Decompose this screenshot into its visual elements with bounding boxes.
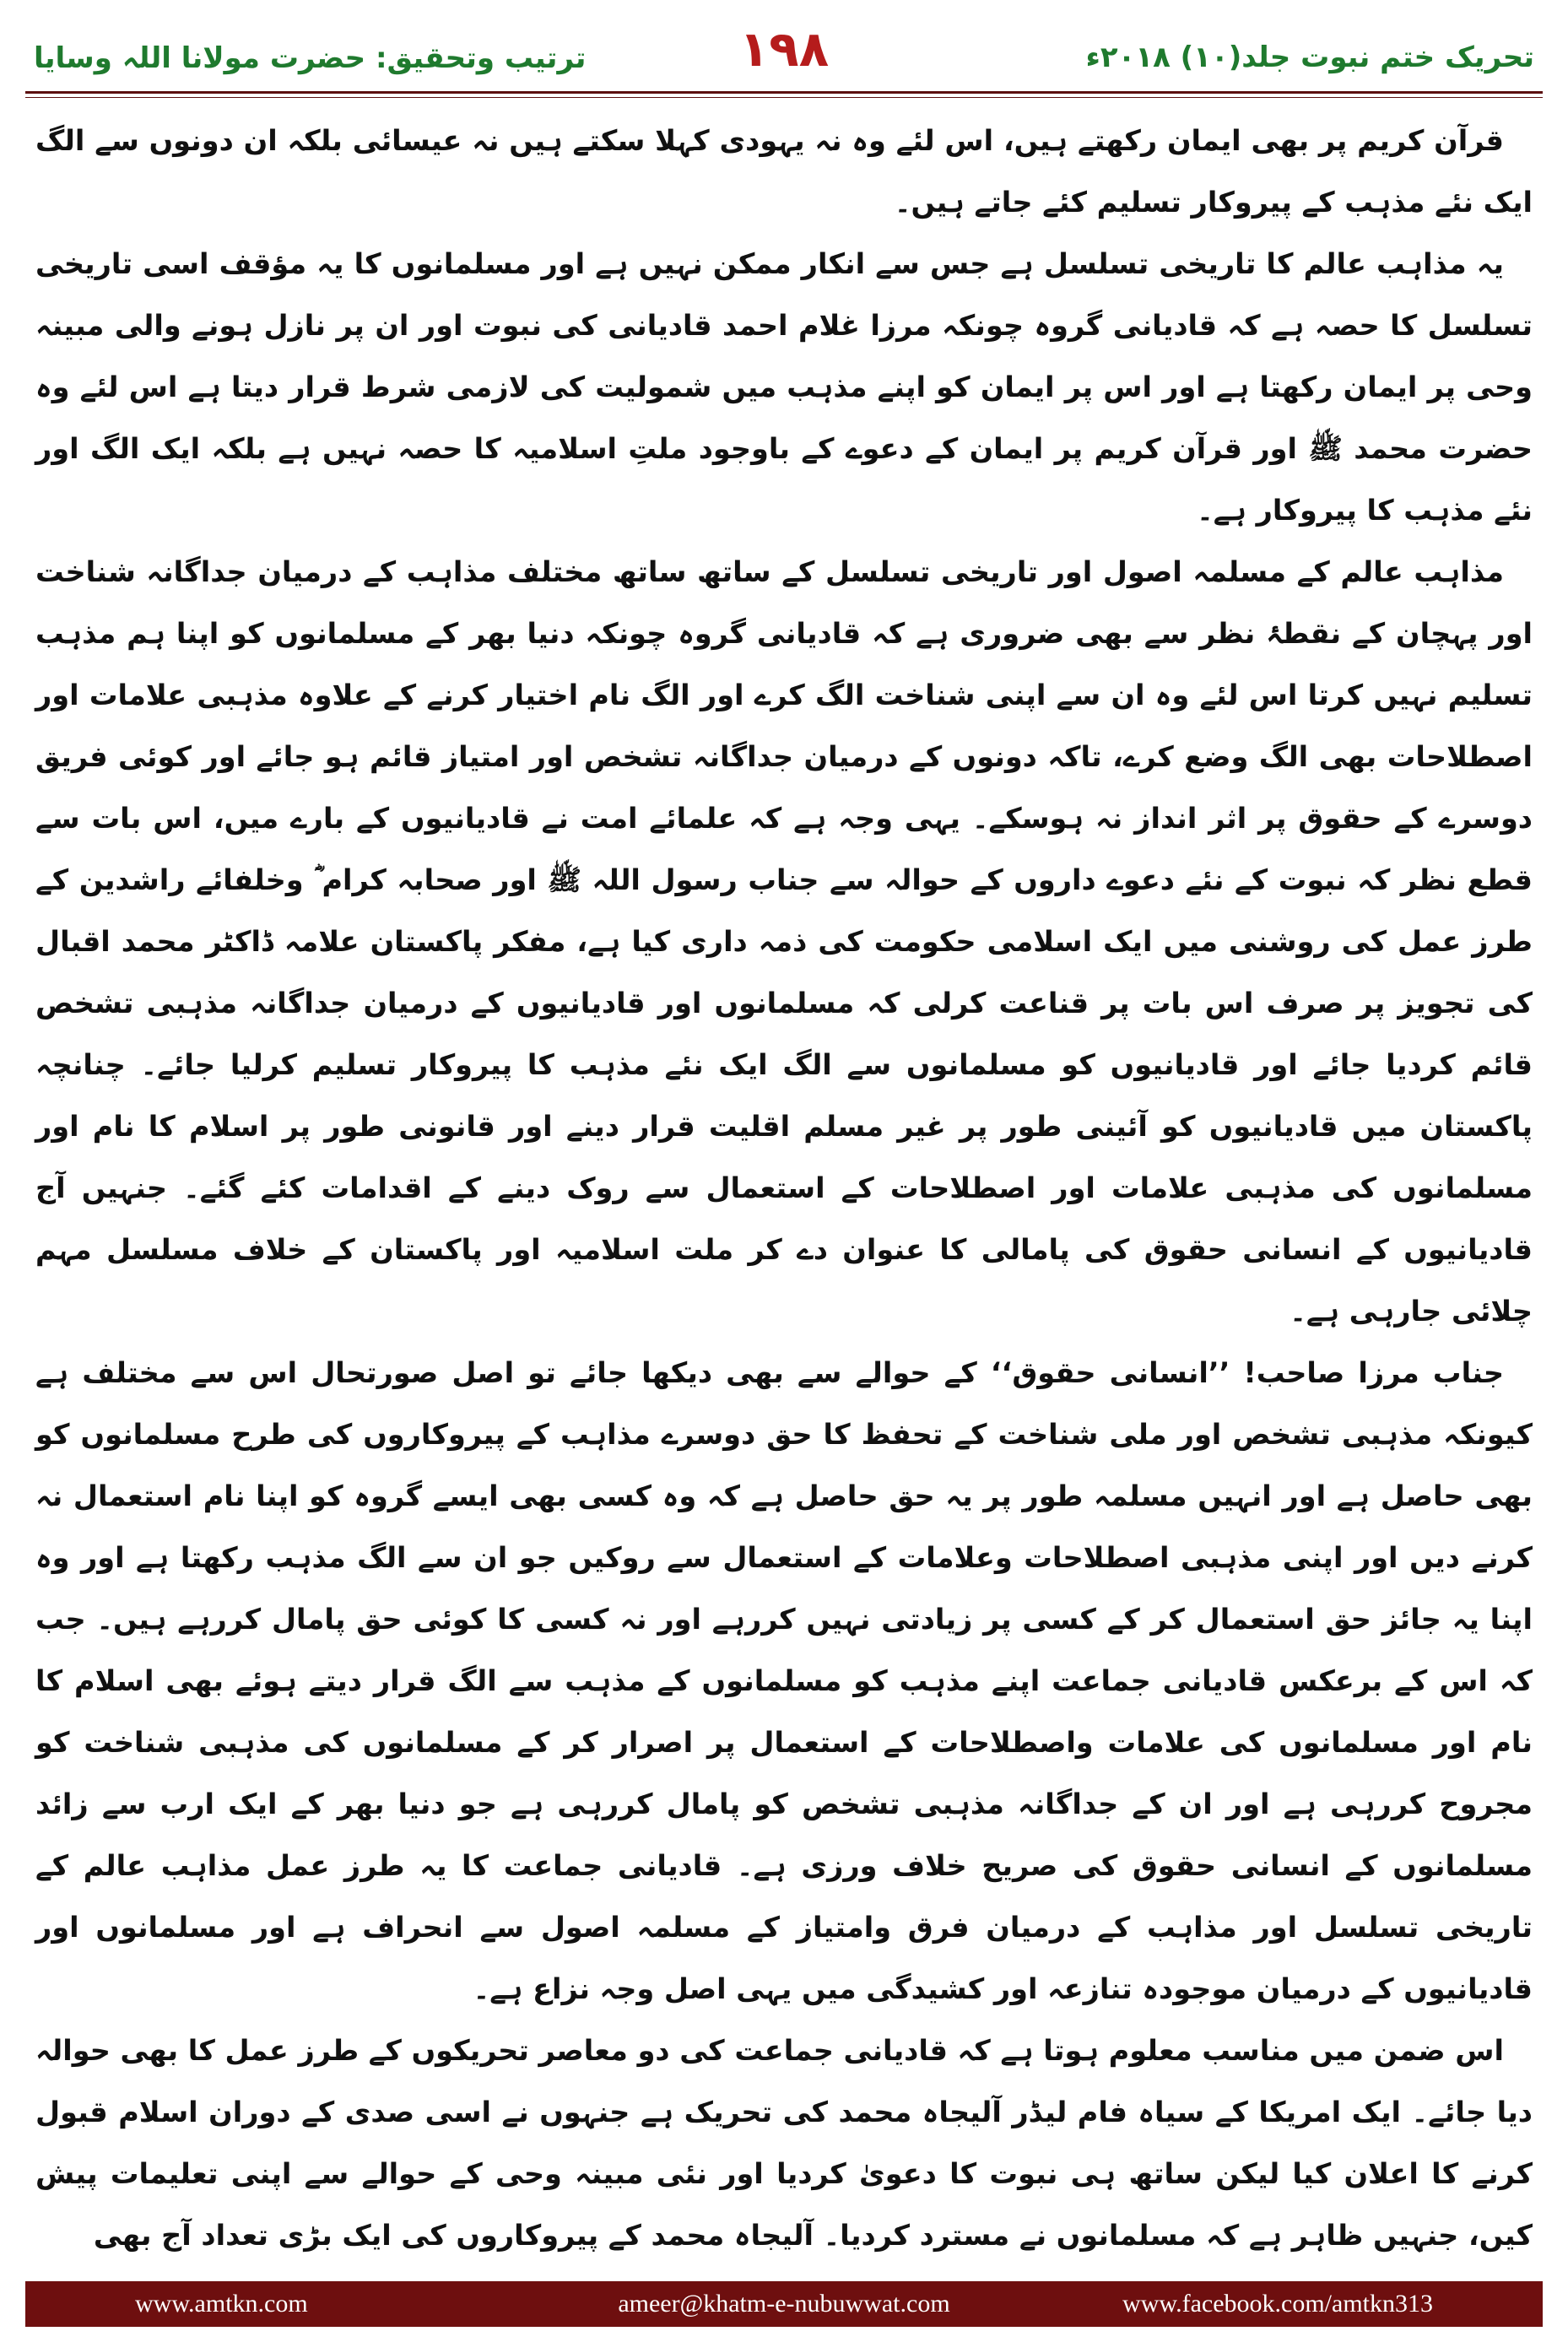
page-header [25,15,1543,88]
paragraph-4: جناب مرزا صاحب! ’’انسانی حقوق‘‘ کے حوالے سے بھی دیکھا جائے تو اصل صورتحال اس سے مختلف ہے کیونکہ مذہبی تشخص اور ملی شناخت کے تحفظ کا حق دوسرے مذاہب کے پیروکاروں کی طرح مسلمانوں کو بھی حاصل ہے اور انہیں مسلمہ طور پر یہ حق حاصل ہے کہ وہ کسی بھی ایسے گروہ کو اپنا نام استعمال نہ کرنے دیں اور اپنی مذہبی اصطلاحات وعلامات کے استعمال سے روکیں جو ان سے الگ مذہب رکھتا ہے اور وہ اپنا یہ جائز حق استعمال کر کے کسی پر زیادتی نہیں کررہے اور نہ کسی کا کوئی حق پامال کررہے ہیں۔ جب کہ اس کے برعکس قادیانی جماعت اپنے مذہب کو مسلمانوں کے مذہب سے الگ قرار دیتے ہوئے بھی اسلام کا نام اور مسلمانوں کی علامات واصطلاحات کے استعمال پر اصرار کر کے مسلمانوں کی مذہبی شناخت کو مجروح کررہی ہے اور ان کے جداگانہ مذہبی تشخص کو پامال کررہی ہے جو دنیا بھر کے ایک ارب سے زائد مسلمانوں کے انسانی حقوق کی صریح خلاف ورزی ہے۔ قادیانی جماعت کا یہ طرز عمل مذاہب عالم کے تاریخی تسلسل اور مذاہب کے درمیان فرق وامتیاز کے مسلمہ اصول سے انحراف ہے اور مسلمانوں اور قادیانیوں کے درمیان موجودہ تنازعہ اور کشیدگی میں یہی اصل وجہ نزاع ہے۔ [35,1356,1533,2005]
footer-facebook-link[interactable]: www.facebook.com/amtkn313 [1122,2290,1433,2318]
header-divider [25,91,1543,98]
page-footer [25,2281,1543,2327]
page-body [35,110,1533,2252]
footer-website-link[interactable]: www.amtkn.com [135,2290,308,2318]
paragraph-1: قرآن کریم پر بھی ایمان رکھتے ہیں، اس لئے وہ نہ یہودی کہلا سکتے ہیں نہ عیسائی بلکہ ان دونوں سے الگ ایک نئے مذہب کے پیروکار تسلیم کئے جاتے ہیں۔ [35,124,1533,219]
paragraph-2: یہ مذاہب عالم کا تاریخی تسلسل ہے جس سے انکار ممکن نہیں ہے اور مسلمانوں کا یہ مؤقف اسی تاریخی تسلسل کا حصہ ہے کہ قادیانی گروہ چونکہ مرزا غلام احمد قادیانی کی نبوت اور ان پر نازل ہونے والی مبینہ وحی پر ایمان رکھتا ہے اور اس پر ایمان کو اپنے مذہب میں شمولیت کی لازمی شرط قرار دیتا ہے اس لئے وہ حضرت محمد ﷺ اور قرآن کریم پر ایمان کے دعوے کے باوجود ملتِ اسلامیہ کا حصہ نہیں ہے بلکہ ایک الگ اور نئے مذہب کا پیروکار ہے۔ [35,247,1533,527]
page-number: ۱۹۸ [738,20,830,78]
header-compiler-credit: ترتیب وتحقیق: حضرت مولانا اللہ وسایا [34,41,587,75]
footer-email-link[interactable]: ameer@khatm-e-nubuwwat.com [618,2290,950,2318]
header-book-title: تحریک ختم نبوت جلد(۱۰) ۲۰۱۸ء [1085,41,1534,74]
paragraph-5: اس ضمن میں مناسب معلوم ہوتا ہے کہ قادیانی جماعت کی دو معاصر تحریکوں کے طرز عمل کا بھی حوالہ دیا جائے۔ ایک امریکا کے سیاہ فام لیڈر آلیجاہ محمد کی تحریک ہے جنہوں نے اسی صدی کے دوران اسلام قبول کرنے کا اعلان کیا لیکن ساتھ ہی نبوت کا دعویٰ کردیا اور نئی مبینہ وحی کے حوالے سے اپنی تعلیمات پیش کیں، جنہیں ظاہر ہے کہ مسلمانوں نے مسترد کردیا۔ آلیجاہ محمد کے پیروکاروں کی ایک بڑی تعداد آج بھی [35,2034,1533,2252]
paragraph-3: مذاہب عالم کے مسلمہ اصول اور تاریخی تسلسل کے ساتھ ساتھ مختلف مذاہب کے درمیان جداگانہ شناخت اور پہچان کے نقطۂ نظر سے بھی ضروری ہے کہ قادیانی گروہ چونکہ دنیا بھر کے مسلمانوں کو اپنا ہم مذہب تسلیم نہیں کرتا اس لئے وہ ان سے اپنی شناخت الگ کرے اور الگ نام اختیار کرنے کے علاوہ مذہبی علامات اور اصطلاحات بھی الگ وضع کرے، تاکہ دونوں کے درمیان جداگانہ تشخص اور امتیاز قائم ہو جائے اور کوئی فریق دوسرے کے حقوق پر اثر انداز نہ ہوسکے۔ یہی وجہ ہے کہ علمائے امت نے قادیانیوں کے بارے میں، اس بات سے قطع نظر کہ نبوت کے نئے دعوے داروں کے حوالہ سے جناب رسول اللہ ﷺ اور صحابہ کرام ؓ وخلفائے راشدین کے طرز عمل کی روشنی میں ایک اسلامی حکومت کی ذمہ داری کیا ہے، مفکر پاکستان علامہ ڈاکٹر محمد اقبال کی تجویز پر صرف اس بات پر قناعت کرلی کہ مسلمانوں اور قادیانیوں کے درمیان جداگانہ مذہبی تشخص قائم کردیا جائے اور قادیانیوں کو مسلمانوں سے الگ ایک نئے مذہب کا پیروکار تسلیم کرلیا جائے۔ چنانچہ پاکستان میں قادیانیوں کو آئینی طور پر غیر مسلم اقلیت قرار دینے اور قانونی طور پر اسلام کا نام اور مسلمانوں کی مذہبی علامات اور اصطلاحات کے استعمال سے روک دینے کے اقدامات کئے گئے۔ جنہیں آج قادیانیوں کے انسانی حقوق کی پامالی کا عنوان دے کر ملت اسلامیہ اور پاکستان کے خلاف مسلسل مہم چلائی جارہی ہے۔ [35,555,1533,1328]
